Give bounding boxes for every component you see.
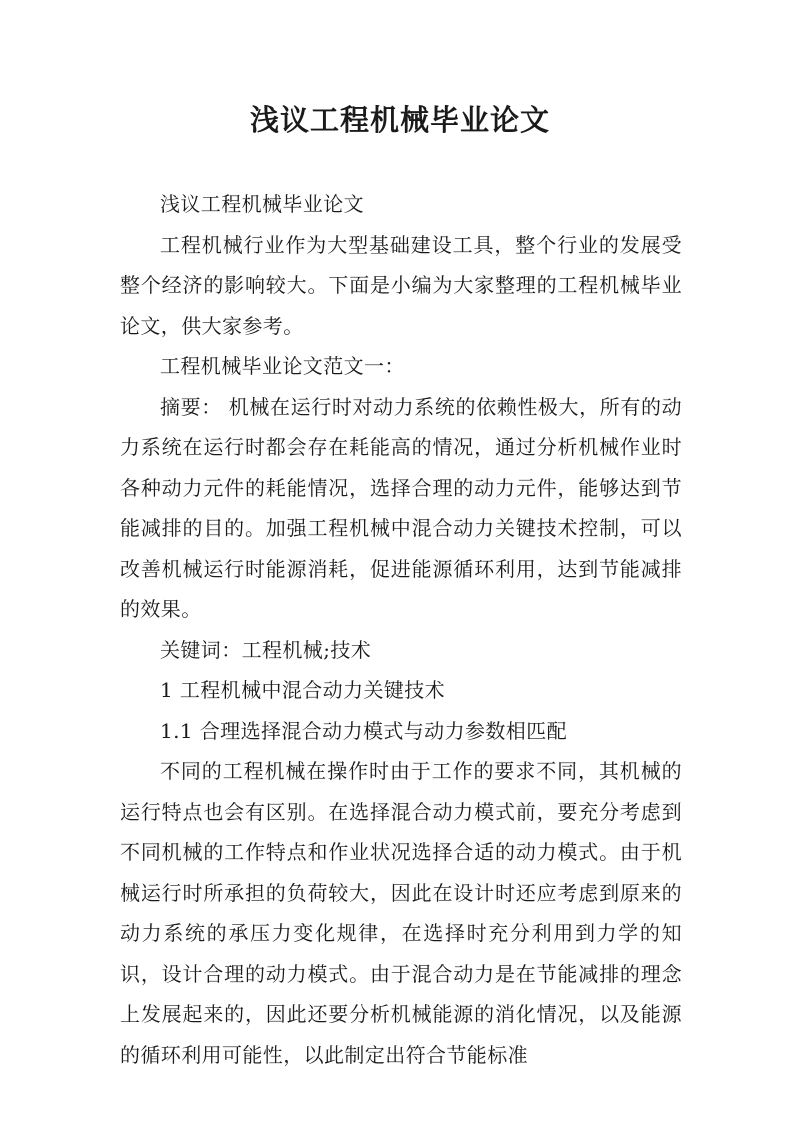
paragraph-intro: 工程机械行业作为大型基础建设工具，整个行业的发展受整个经济的影响较大。下面是小编为大家整理的工程机械毕业论文，供大家参考。: [120, 232, 682, 338]
section-heading-1: 1 工程机械中混合动力关键技术: [160, 678, 446, 702]
paragraph-abstract: 摘要： 机械在运行时对动力系统的依赖性极大，所有的动力系统在运行时都会存在耗能高的情况，通过分析机械作业时各种动力元件的耗能情况，选择合理的动力元件，能够达到节能减排的目的。加强工程机械中混合动力关键技术控制，可以改善机械运行时能源消耗，促进能源循环利用，达到节能减排的效果。: [120, 394, 682, 621]
paragraph-heading: 浅议工程机械毕业论文: [160, 192, 364, 216]
paragraph-body: 不同的工程机械在操作时由于工作的要求不同，其机械的运行特点也会有区别。在选择混合动力模式前，要充分考虑到不同机械的工作特点和作业状况选择合适的动力模式。由于机械运行时所承担的负荷较大，因此在设计时还应考虑到原来的动力系统的承压力变化规律，在选择时充分利用到力学的知识，设计合理的动力模式。由于混合动力是在节能减排的理念上发展起来的，因此还要分析机械能源的消化情况，以及能源的循环利用可能性，以此制定出符合节能标准: [120, 759, 682, 1067]
section-heading-1-1: 1.1 合理选择混合动力模式与动力参数相匹配: [160, 718, 567, 743]
paragraph-keywords: 关键词：工程机械;技术: [160, 637, 372, 662]
document-body: [120, 184, 682, 1075]
document-title: 浅议工程机械毕业论文: [249, 103, 550, 137]
paragraph-sample-title: 工程机械毕业论文范文一：: [160, 354, 405, 378]
